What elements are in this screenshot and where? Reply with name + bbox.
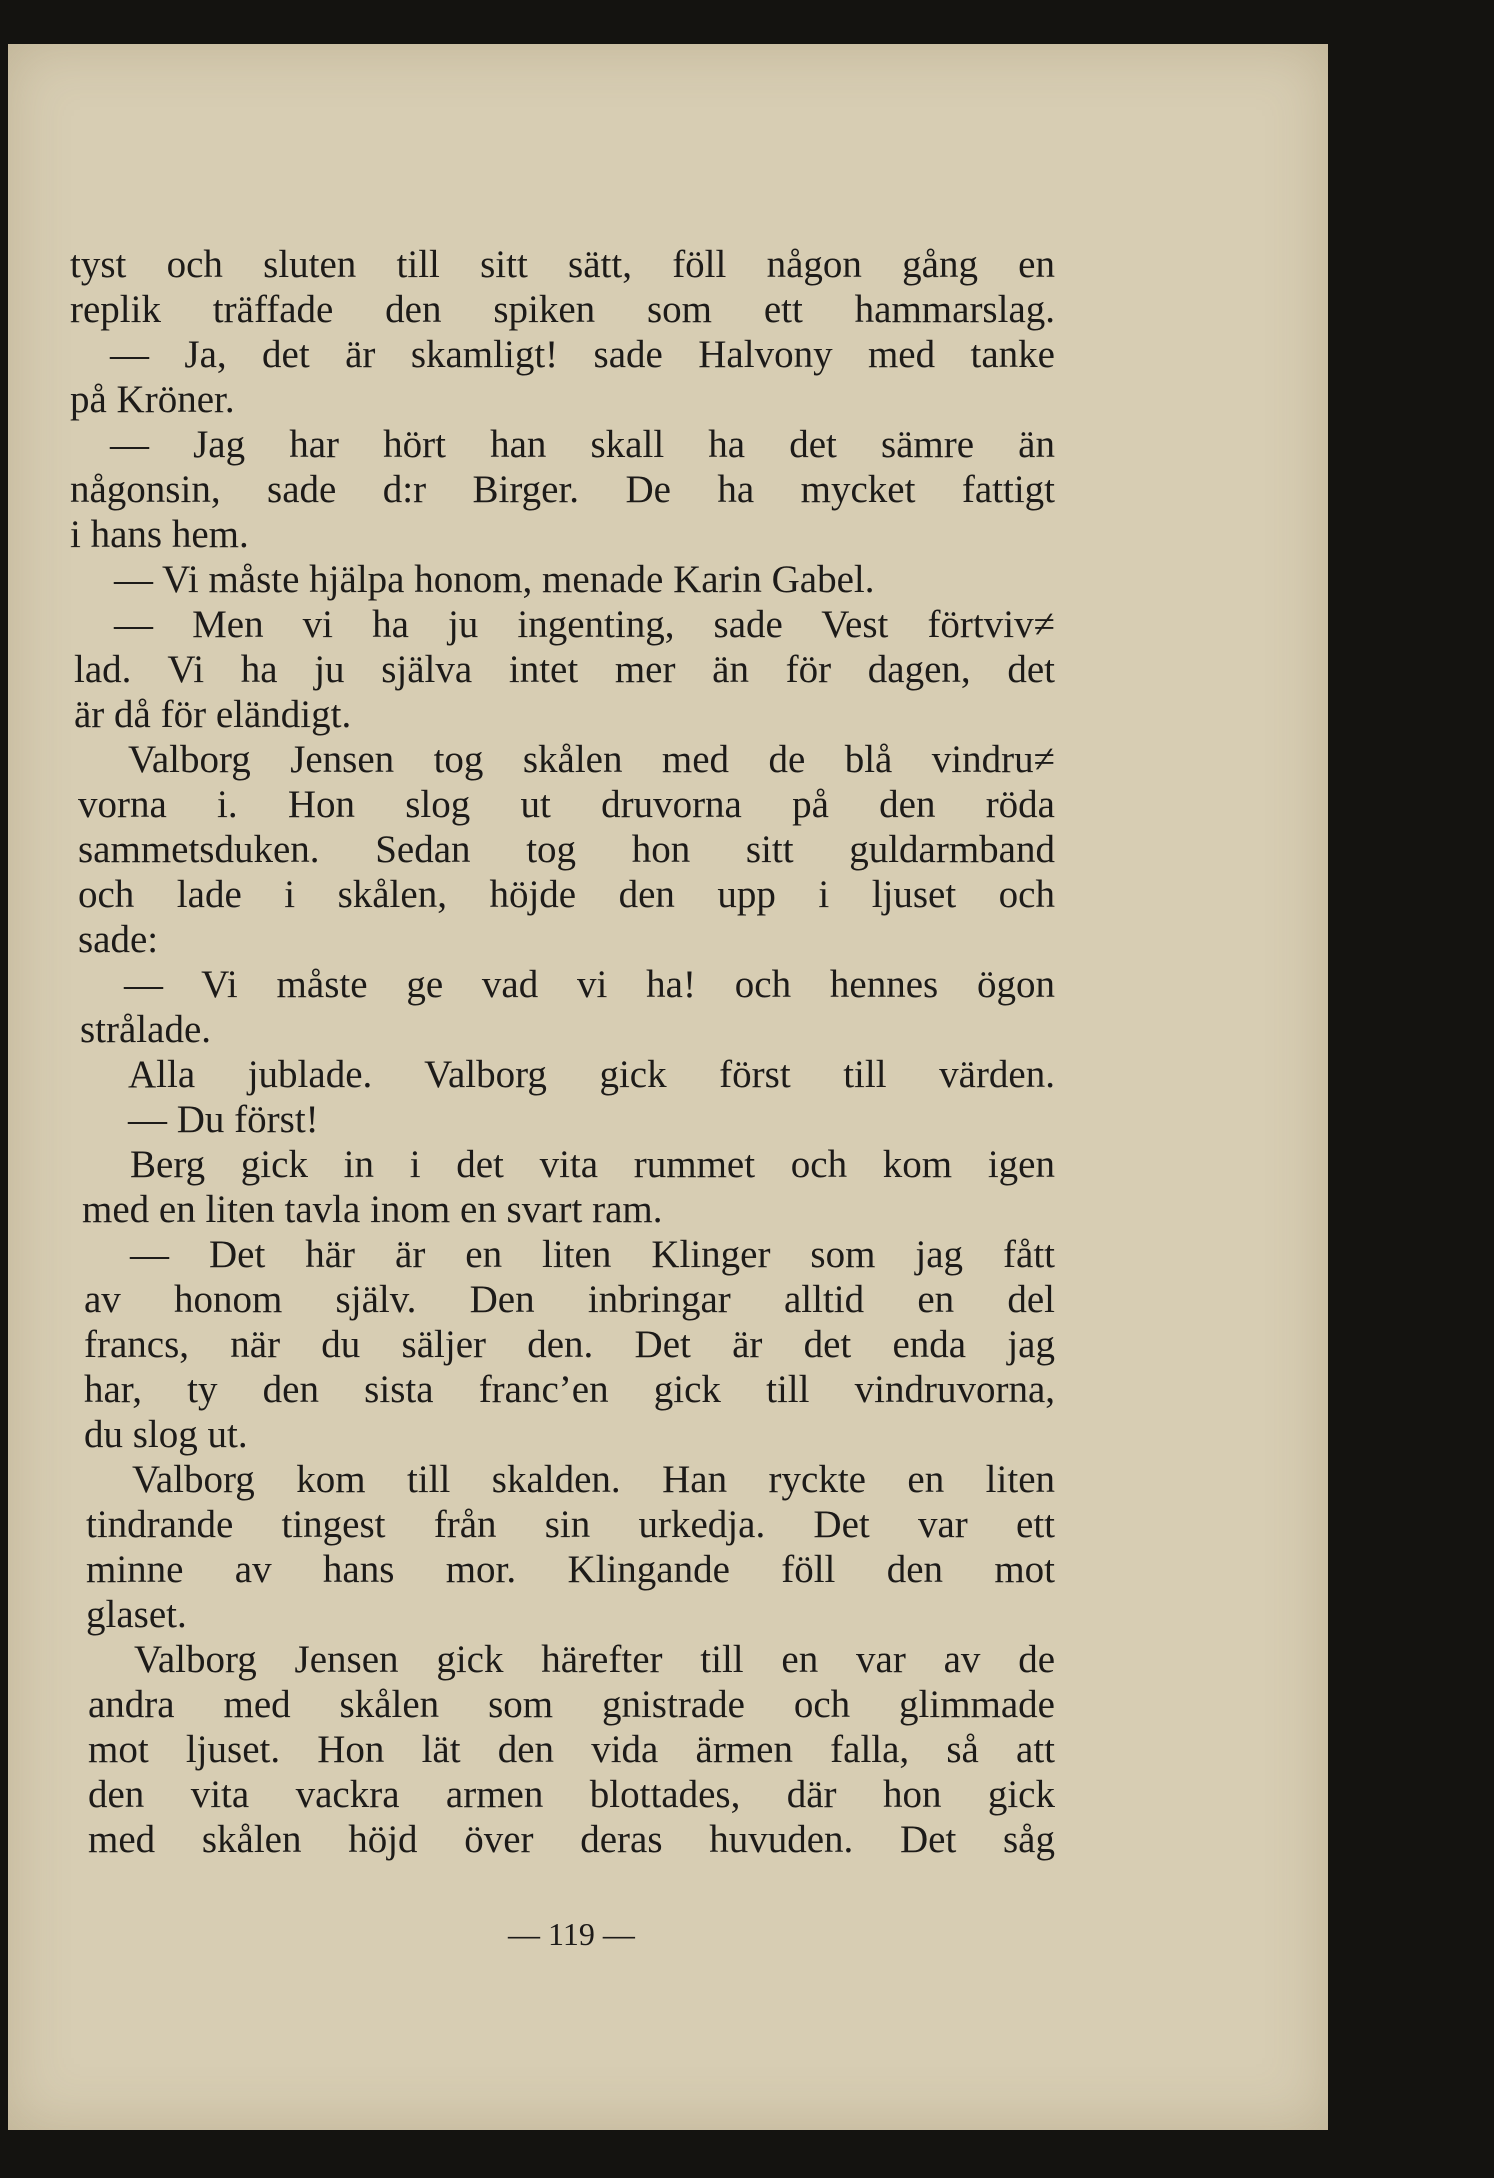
- text-line: — Jag har hört han skall ha det sämre än: [110, 423, 1055, 466]
- text-line: den vita vackra armen blottades, där hon gick: [88, 1773, 1055, 1816]
- text-line: — Vi måste hjälpa honom, menade Karin Gabel.: [114, 558, 875, 601]
- text-line: Valborg kom till skalden. Han ryckte en liten: [132, 1458, 1055, 1501]
- text-line: — Ja, det är skamligt! sade Halvony med tanke: [110, 333, 1055, 376]
- text-line: vorna i. Hon slog ut druvorna på den röda: [78, 783, 1055, 826]
- text-line: och lade i skålen, höjde den upp i ljuset och: [78, 873, 1055, 916]
- text-line: — Men vi ha ju ingenting, sade Vest förtviv≠: [114, 603, 1055, 646]
- text-line: i hans hem.: [70, 513, 249, 556]
- text-line: lad. Vi ha ju själva intet mer än för dagen, det: [74, 648, 1055, 691]
- text-line: mot ljuset. Hon lät den vida ärmen falla, så att: [88, 1728, 1055, 1771]
- text-line: du slog ut.: [84, 1413, 248, 1456]
- text-line: — Vi måste ge vad vi ha! och hennes ögon: [124, 963, 1055, 1006]
- text-line: med skålen höjd över deras huvuden. Det såg: [88, 1818, 1055, 1861]
- text-line: tyst och sluten till sitt sätt, föll någon gång en: [70, 243, 1055, 286]
- text-line: på Kröner.: [70, 378, 235, 421]
- text-line: är då för eländigt.: [74, 693, 352, 736]
- text-line: — Du först!: [128, 1098, 319, 1141]
- text-line: Alla jublade. Valborg gick först till värden.: [128, 1053, 1055, 1096]
- text-line: med en liten tavla inom en svart ram.: [82, 1188, 663, 1231]
- text-line: Berg gick in i det vita rummet och kom igen: [130, 1143, 1055, 1186]
- text-line: någonsin, sade d:r Birger. De ha mycket fattigt: [70, 468, 1055, 511]
- text-line: Valborg Jensen gick härefter till en var av de: [134, 1638, 1055, 1681]
- text-line: strålade.: [80, 1008, 212, 1051]
- text-line: har, ty den sista franc’en gick till vindruvorna,: [84, 1368, 1055, 1411]
- text-line: tindrande tingest från sin urkedja. Det var ett: [86, 1503, 1055, 1546]
- text-line: minne av hans mor. Klingande föll den mot: [86, 1548, 1055, 1591]
- text-line: Valborg Jensen tog skålen med de blå vindru≠: [128, 738, 1055, 781]
- body-text: [70, 242, 1055, 1862]
- text-line: andra med skålen som gnistrade och glimmade: [88, 1683, 1055, 1726]
- text-line: — Det här är en liten Klinger som jag fått: [130, 1233, 1055, 1276]
- text-line: sammetsduken. Sedan tog hon sitt guldarmband: [78, 828, 1055, 871]
- text-line: francs, när du säljer den. Det är det enda jag: [84, 1323, 1055, 1366]
- text-line: sade:: [78, 918, 159, 961]
- text-line: glaset.: [86, 1593, 187, 1636]
- page-number: — 119 —: [508, 1916, 635, 1952]
- text-line: av honom själv. Den inbringar alltid en del: [84, 1278, 1055, 1321]
- book-page: [8, 44, 1328, 2130]
- text-line: replik träffade den spiken som ett hammarslag.: [70, 288, 1055, 331]
